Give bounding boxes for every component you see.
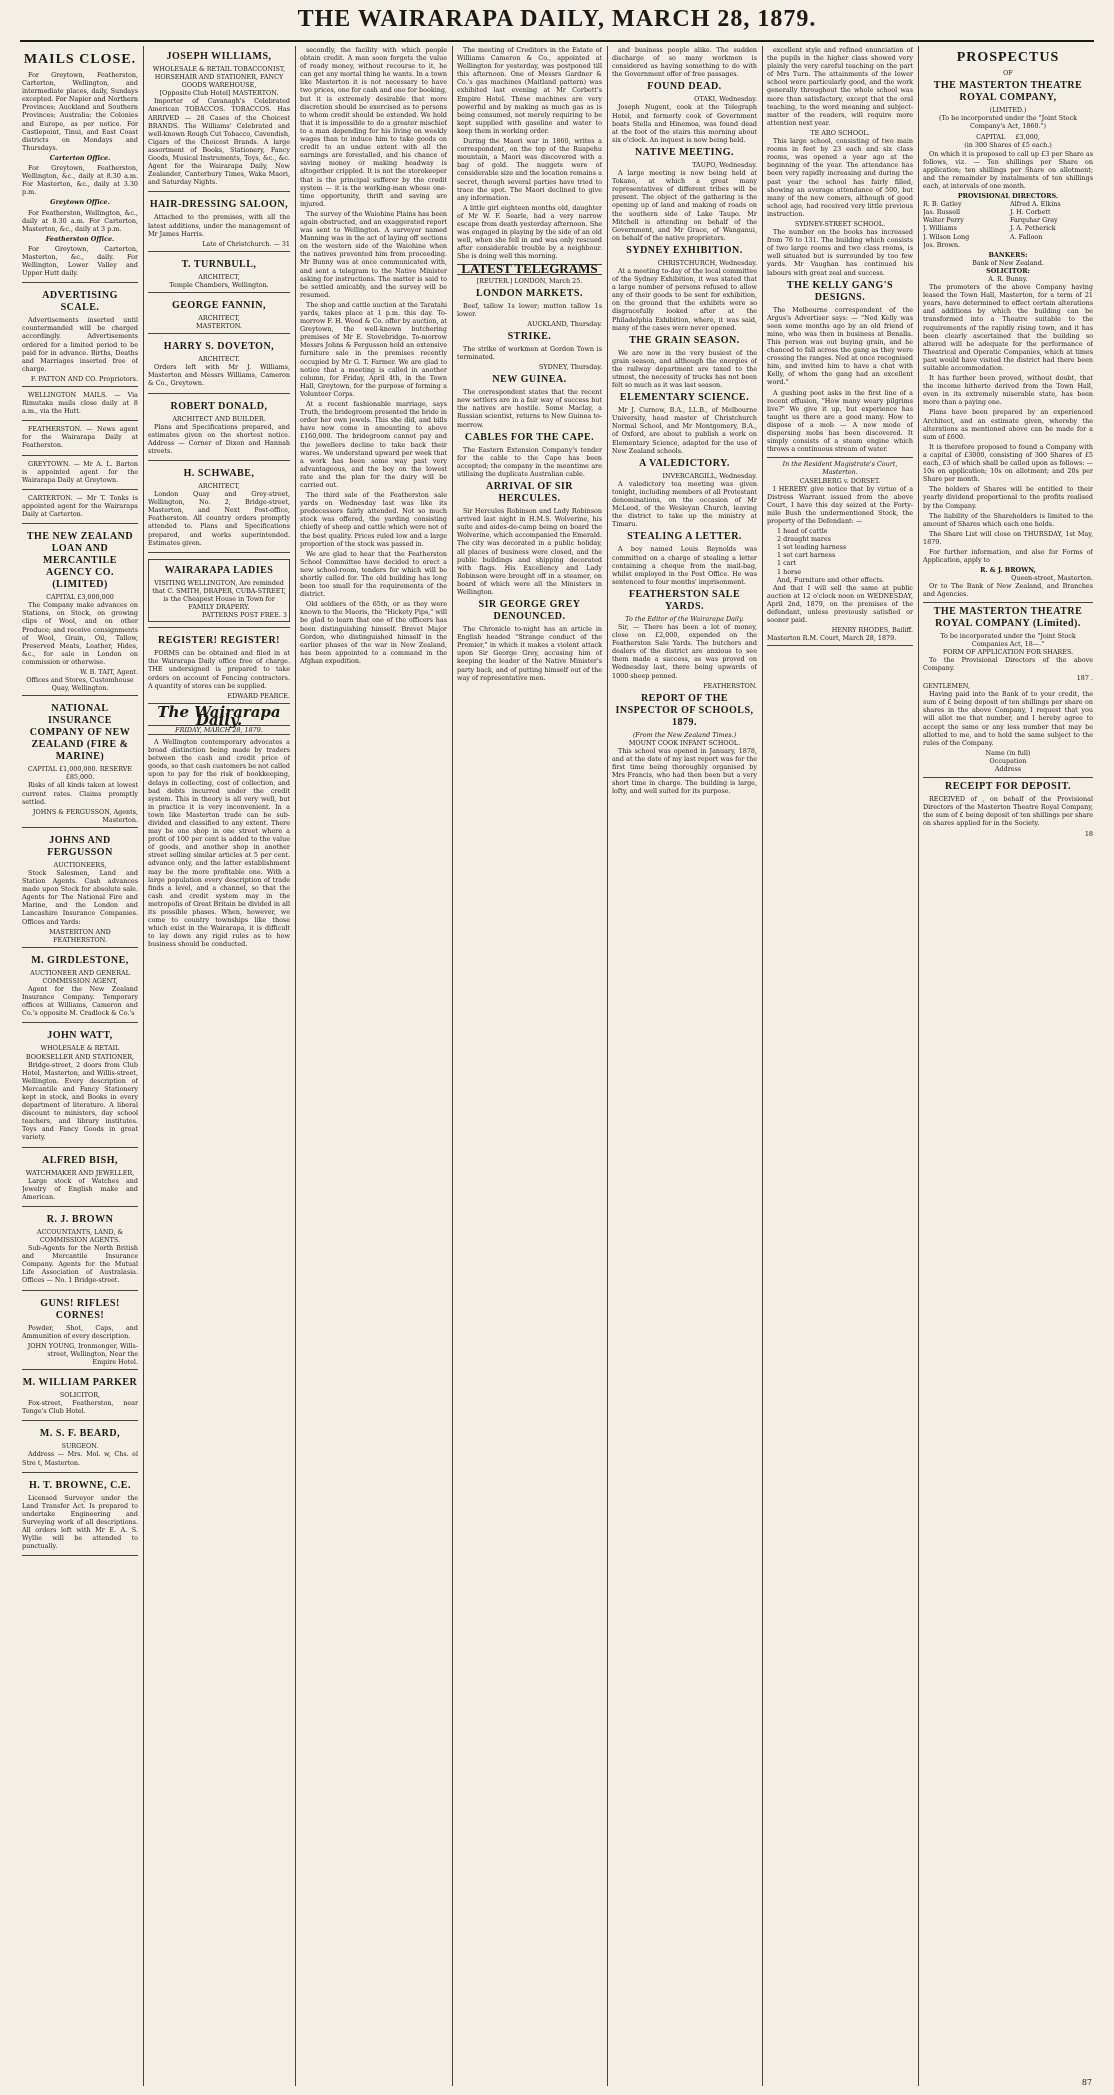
article-text: A little girl eighteen months old, daughter of Mr W. F. Searle, had a very narrow escape from death yesterday afternoon. She was engaged in playing by the side of an old well, when she fell in and was only rescued after considerable trouble by a neighbour. She is doing well this morning. [457,203,602,261]
register-text: FORMS can be obtained and filed in at the Wairarapa Daily office free of charge. THE undersigned is prepared to take orders on account of Fencing contractors. A quantity of stores can be supplied. [148,649,290,690]
column-2 [148,46,290,2086]
column-6 [767,46,913,2086]
incorporated-text: (To be incorporated under the "Joint Stock Company's Act, 1860.") [938,114,1077,131]
form-name-label: Name (in full) [985,748,1031,757]
notice-ad [22,458,138,490]
notice-ad [22,492,138,524]
kelly-heading: THE KELLY GANG'S DESIGNS. [786,279,894,303]
register-heading: REGISTER! REGISTER! [157,635,281,647]
greytown-text: For Featherston, Wellington, &c., daily at 8.30 a.m. For Carterton, Masterton, &c., daily at 3 p.m. [22,208,138,233]
browne-text: Licensed Surveyor under the Land Transfer Act. Is prepared to undertake Engineering and Surveying work of all descriptions. All orders left with Mr E. A. S. Wyllie will be attended to punctually. [22,1493,138,1551]
sydney-exhibition-heading: SYDNEY EXHIBITION. [626,244,743,256]
sir-hercules-text: Sir Hercules Robinson and Lady Robinson arrived last night in H.M.S. Wolverine, his suite and aides-de-camp being on board the Wolverine, which accompanied the Emerald. The city was decorated in a public holiday, all places of business were closed, and the public buildings and shipping decorated with flags. His Excellency and Lady Robinson were brought off in a steamer, on board of which were all the Ministers in Wellington. [457,507,602,596]
brown-ad [22,1209,138,1291]
column-4 [457,46,602,2086]
carterton-heading: Carterton Office. [49,153,111,162]
strike-heading: STRIKE. [507,330,552,342]
grain-heading: THE GRAIN SEASON. [629,334,740,346]
latest-telegrams-heading: LATEST TELEGRAMS [457,264,602,274]
surplus-text: It has further been proved, without doubt, that the income hitherto derived from the Town Hall, even in its extremely miserable state, has been more than a paying one. [923,374,1093,407]
column-7 [923,46,1093,2086]
director-name: A. Falloon [1010,232,1043,241]
hairdressing-ad [148,194,290,251]
williams-heading: JOSEPH WILLIAMS, [166,51,272,62]
article-text: The meeting of Creditors in the Estate of Williams Cameron & Co., appointed at Wellington for yesterday, was postponed till this afternoon. One of Messrs Gardner & Co.'s gas machines (Maitland pattern) was exhibited last evening at Mr Corbett's Empire Hotel. These machines are very powerful and by making as much gas as is being consumed, not merely requiring to be kept supplied with gasoline and water to keep them in working order. [457,46,602,135]
director-name: Jas. Russell [923,208,961,217]
promoters-text: The promoters of the above Company having leased the Town Hall, Masterton, for a term of 21 years, have determined to effect certain alterations and additions by which the building can be transformed into a Theatre suitable to the requirements of the rapidly rising town, and it has been clearly ascertained that the building so altered will be adequate for the performance of Theatrical and Operatic Companies, which at times past would have visited the district had there been suitable accommodation. [923,283,1093,372]
court-text: I HEREBY give notice that by virtue of a Distress Warrant issued from the above Court, I have this day seized at the Forty-mile Bush the undermentioned Stock, the property of the Defendant: — [767,484,913,525]
hairdressing-heading: HAIR-DRESSING SALOON, [149,199,289,211]
editorial-text: A Wellington contemporary advocates a broad distinction being made by traders between the cash and credit price of goods, so that cash customers be not called upon to pay for the risk of bookkeeping, delays in collecting, cost of collection, and bad debts incurred under the credit system. This in theory is all very well, but in practice it is very inconvenient. In a town like Masterton trade can be sub-divided and classified to any extent. There may be one shop in one street where a profit of 100 per cent is added to the value of goods, and another shop in another street selling similar articles at 5 per cent. advance only, and the latter establishment may be the more profitable one. With a large population every description of trade finds a level, and a channel, so that the cash and credit system may in the metropolis of Great Britain be divided in all its possible phases. When, however, we come to country townships like those which exist in the Wairarapa, it is difficult to lay down any rigid rules as to how business should be conducted. [148,738,290,949]
article-text: excellent style and refined enunciation of the pupils in the higher class showed very plainly the very careful teaching on the part of Mrs Turn. The attainments of the lower school were particularly good, and the work generally throughout the whole school was more than satisfactory, except that the oral teaching, to the word meaning and subject-matter of the readers, will require more attention next year. [767,46,913,127]
court-item: 1 head of cattle [777,527,828,536]
article-text: The third sale of the Featherston sale yards on Wednesday last was like its predecessors fairly attended. Not so much stock was offered, the yarding consisting chiefly of sheep and cattle which were not of the best quality. Prices ruled low and a large proportion of the stock was passed in. [300,491,447,548]
stealing-heading: STEALING A LETTER. [627,531,742,543]
column-1 [22,46,138,2086]
turnbull-ad [148,254,290,293]
native-text: A large meeting is now being held at Tokano, at which a great many representatives of different tribes will be present. The object of the gathering is the opening up of land and making of roads on the southern side of Lake Taupo. Mr Mitchell is attending on behalf of the Government, and Mr Grace, of Wanganui, on behalf of the native proprietors. [612,169,757,242]
ladies-sign: PATTERNS POST FREE. 3 [201,611,287,620]
cornes-name: JOHN YOUNG, Ironmonger, Wills-street, Wellington, Near the Empire Hotel. [27,1341,138,1366]
masthead: THE WAIRARAPA DAILY, MARCH 28, 1879. [297,6,817,32]
court-text-2: And that I will sell the same at public auction at 12 o'clock noon on WEDNESDAY, April 2nd, 1879, on the premises of the defendant, unless previously satisfied or sooner paid. [767,583,913,625]
shares-text: (in 300 Shares of £5 each.) [964,141,1052,150]
notice-ad [22,423,138,455]
report-source: (From the New Zealand Times.) [632,730,737,739]
london-markets-heading: LONDON MARKETS. [476,287,583,299]
valedictory-heading: A VALEDICTORY. [639,457,730,469]
hairdressing-sign: Late of Christchurch. — 31 [202,239,290,248]
article-text: We are glad to hear that the Featherston School Committee have decided to erect a new school-room, tenders for which will be shortly called for. The old building has long been too small for the requirements of the district. [300,549,447,599]
capital-label: CAPITAL [976,133,1006,142]
greytown-heading: Greytown Office. [50,198,110,207]
turnbull-text: Temple Chambers, Wellington. [169,280,269,289]
director-name: J. H. Corbett [1010,208,1051,217]
director-name: J. A. Petherick [1010,224,1056,233]
johns-text: Stock Salesmen, Land and Station Agents. Cash advances made upon Stock for absolute sale. Agents for The National Fire and Marine, and the London and Lancashire Insurance Companies. Offices and Yards: [22,869,138,926]
article-text: and business people alike. The sudden discharge of so many workmen is considered as having something to do with the Government offer of free passages. [612,46,757,79]
bankers-text: Bank of New Zealand. [972,258,1044,267]
company-limited: (LIMITED.) [989,106,1027,115]
capital-line [923,133,1093,141]
johns-fergusson-ad [22,830,138,948]
form-occupation-label: Occupation [989,756,1027,765]
prospectus-heading: PROSPECTUS [956,50,1060,65]
directors-heading: PROVISIONAL DIRECTORS. [957,192,1059,201]
paper-date: FRIDAY, MARCH 28, 1879. [148,725,290,735]
featherston-heading: Featherston Office. [45,234,115,243]
notice-text: WELLINGTON MAILS. — Via Rimutaka mails close daily at 8 a.m., via the Hutt. [22,391,138,416]
cornes-heading: GUNS! RIFLES! CORNES! [40,1297,120,1321]
fannin-text: MASTERTON. [196,322,242,331]
beard-heading: M. S. F. BEARD, [39,1428,121,1440]
williams-sub: WHOLESALE & RETAIL TOBACCONIST, HORSEHAIR AND STATIONER, FANCY GOODS WAREHOUSE, [152,65,286,90]
donald-text: Plans and Specifications prepared, and estimates given on the shortest notice. Address — Corner of Dixon and Hannah streets. [148,422,290,455]
receipt-date: 18 [1084,829,1093,838]
featherston-text: For Greytown, Carterton, Masterton, &c., daily. For Wellington, Lower Valley and Upper Hutt daily. [22,244,138,278]
court-items-list [767,527,913,584]
director-name: Farquhar Gray [1010,216,1058,225]
beard-sub: SURGEON. [61,1442,99,1451]
form-sub: FORM OF APPLICATION FOR SHARES. [942,647,1074,656]
nz-loan-ad [22,526,138,696]
bish-ad [22,1150,138,1207]
carterton-text: For Greytown, Featherston, Wellington, &c., daily at 8.30 a.m. For Masterton, &c., daily at 3.30 p.m. [22,164,138,197]
john-watt-ad [22,1025,138,1147]
sale-yards-sign: FEATHERSTON. [703,681,757,690]
advertising-heading: ADVERTISING SCALE. [42,290,118,314]
nz-loan-capital: CAPITAL £3,000,000 [46,593,114,602]
page-number: 87 [1081,2078,1092,2087]
girdlestone-heading: M. GIRDLESTONE, [31,954,129,966]
ladies-ad [148,555,290,628]
court-sign: HENRY RHODES, Bailiff. [831,626,913,635]
national-agents: JOHNS & FERGUSSON, Agents, Masterton. [32,807,138,824]
john-watt-text: Bridge-street, 2 doors from Club Hotel, Masterton, and Willis-street, Wellington. Every description of Mercantile and Fancy Stationery kept in stock, and Books in every department of literature. A liberal discount to ministers, day school teachers, and library institutes. Toys and Fancy Goods in great variety. [22,1060,138,1142]
donald-ad [148,396,290,461]
brown-text: Sub-Agents for the North British and Mercantile Insurance Company. Agents for the Mutual Life Association of Australasia. Offices — No. 1 Bridge-street. [22,1244,138,1285]
brown-heading: R. J. BROWN [46,1213,114,1225]
bish-sub: WATCHMAKER AND JEWELLER, [25,1168,135,1177]
court-item: 1 set leading harness [777,543,847,552]
ladies-heading: WAIRARAPA LADIES [164,564,274,576]
reuter-dateline: [REUTER.] LONDON, March 25. [476,276,583,285]
johns-sub: AUCTIONEERS, [53,860,107,869]
advertising-scale [22,285,138,387]
forms-text: For further information, and also for Forms of Application, apply to [923,547,1093,565]
company-heading: THE MASTERTON THEATRE ROYAL COMPANY, [933,80,1083,104]
receipt-form [923,777,1093,837]
johns-heading: JOHNS AND FERGUSSON [47,834,113,858]
auckland-dateline: AUCKLAND, Thursday. [527,319,602,328]
cables-heading: CABLES FOR THE CAPE. [464,431,595,443]
hairdressing-text: Attached to the premises, with all the latest additions, under the management of Mr James Harris. [148,213,290,238]
form-date: 187 . [1076,674,1093,682]
bish-text: Large stock of Watches and Jewelry of English make and American. [22,1176,138,1201]
fannin-sub: ARCHITECT, [198,313,240,322]
fannin-ad [148,295,290,334]
notice-text: GREYTOWN. — Mr A. L. Barton is appointed agent for the Wairarapa Daily at Greytown. [22,459,138,484]
elementary-heading: ELEMENTARY SCIENCE. [619,392,750,404]
parker-ad [22,1372,138,1421]
te-aro-heading: TE ARO SCHOOL. [810,128,870,137]
turnbull-heading: T. TURNBULL, [181,258,257,270]
form-incorporated: To be incorporated under the "Joint Stock Companies Act, 18—." [940,631,1076,648]
holders-text: The holders of Shares will be entitled to their yearly dividend proportional to the profits realised by the Company. [923,485,1093,510]
director-name: Alfred A. Elkins [1010,200,1061,209]
sydney-exhibition-place: CHRISTCHURCH, Wednesday. [657,258,757,267]
column-rule [607,46,608,2086]
article-text: At a recent fashionable marriage, says Truth, the bridegroom presented the bride in order her own jewels. This she did, and bills have now come in amounting to above £160,000. The bridegroom cannot pay and the jewellers decline to take back their wares. We understand upward per week that a work has been some way past very advantageous, and the boy on the lowest rate and the plan for the dairy will be carried out. [300,400,447,489]
cornes-ad [22,1293,138,1370]
plans-text: Plans have been prepared by an experienced Architect, and an estimate given, whereby the alterations as mentioned above can be made for a sum of £600. [923,408,1093,441]
sydney-exhibition-text: At a meeting to-day of the local committee of the Sydney Exhibition, it was stated that a large number of persons refused to allow any of their goods to be sent for exhibition, on the ground that the exhibits were so disgracefully looked after at the Philadelphia Exhibition, where, it was said, many of the cases were never opened. [612,266,757,332]
williams-ad [148,46,290,192]
strike-text: The strike of workmen at Gordon Town is terminated. [457,344,602,361]
parker-heading: M. WILLIAM PARKER [22,1377,138,1389]
director-name: R. B. Gatley [923,200,962,209]
directors-list [923,200,1093,249]
form-heading: THE MASTERTON THEATRE ROYAL COMPANY (Limited). [933,605,1083,629]
national-heading: NATIONAL INSURANCE COMPANY OF NEW ZEALAND (FIRE & MARINE) [29,703,131,763]
solicitor-text: A. R. Bunny. [988,274,1028,283]
turnbull-sub: ARCHITECT, [198,272,240,281]
mails-notice [22,46,138,283]
schwabe-text: London Quay and Grey-street, Wellington, No. 2, Bridge-street, Masterton, and Next Post-office, Featherston. All country orders promptly attended to. Plans and Specifications prepared, and works superintended. Estimates given. [148,490,290,547]
receipt-heading: RECEIPT FOR DEPOSIT. [944,781,1072,793]
form-address-label: Address [994,765,1022,774]
doveton-text: Orders left with Mr J. Williams, Masterton and Messrs Williams, Cameron & Co., Greytown. [148,363,290,388]
court-date: Masterton R.M. Court, March 28, 1879. [767,634,897,643]
browne-heading: H. T. BROWNE, C.E. [29,1479,131,1491]
director-name: Jos. Brown. [923,240,960,249]
register-ad [148,630,290,704]
agents-street: Queen-street, Masterton. [1011,574,1093,583]
sydney-street-text: The number on the books has increased from 76 to 131. The building which consists of two large rooms and two class rooms, is well situated but is surrounded by too few yards. Mr Vaughan has continued his labours with great zeal and success. [767,228,913,277]
nz-loan-text: The Company make advances on Stations, on Stock, on growing clips of Wool, and on other Produce; and receive consignments of Wool, Grain, Oil, Tallow, Preserved Meats, Leather, Hides, &c., for sale in London on commission or otherwise. [22,601,138,666]
donald-sub: ARCHITECT AND BUILDER. [172,414,266,423]
advertising-contact: F. PATTON AND CO. Proprietors. [30,374,138,383]
column-rule [143,46,144,2086]
grey-heading: SIR GEORGE GREY DENOUNCED. [478,599,581,623]
bankers-heading: BANKERS: [988,250,1028,259]
grey-text: The Chronicle to-night has an article in English headed "Strange conduct of the Premier," in which it makes a violent attack upon Sir George Grey, accusing him of keeping the leader of the Native Minister's party back, and of putting himself out of the way of representative men. [457,625,602,682]
sale-yards-text: Sir, — There has been a lot of money, close on £2,000, expended on the Featherston Sale Yards. The butchers and dealers of the district are anxious to see them made a success, as was proved on Wednesday last, there being upwards of 1000 sheep penned. [612,622,757,680]
girdlestone-text: Agent for the New Zealand Insurance Company. Temporary offices at Williams, Cameron and Co.'s opposite M. Cradlock & Co.'s [22,985,138,1018]
valedictory-place: INVERCARGILL, Wednesday. [662,471,757,480]
doveton-ad [148,336,290,393]
article-text: During the Maori war in 1860, writes a correspondent, on the top of the Ruapehu mountain, a Maori was discovered with a bag of gold. The nuggets were of considerable size and the location remains a secret, though several parties have tried to trace the spot. The Maori declined to give any information. [457,137,602,202]
mails-heading: MAILS CLOSE. [23,52,137,67]
ladies-box [148,559,290,622]
form-text: Having paid into the Bank of to your credit, the sum of £ being deposit of ten shillings per share on shares in the above Company, I request that you will allot me that number, and I hereby agree to accept the same or any less number that may be allotted to me, and to hold the same subject to the rules of the Company. [923,690,1093,747]
brown-sub: ACCOUNTANTS, LAND, & COMMISSION AGENTS. [36,1227,124,1244]
director-name: J. Williams [923,224,957,233]
browne-ad [22,1475,138,1557]
article-text: The shop and cattle auction at the Taratahi yards, takes place at 1 p.m. this day. To-morrow F. H. Wood & Co. offer by auction, at Greytown, the well-known butchering premises of Mr E. Stovebridge. To-morrow Messrs Johns & Fergusson hold an extensive furniture sale in the premises recently occupied by Mr G. T. Farmer. We are glad to notice that a meeting is called in another column, for Friday, April 4th, in the Town Hall, Greytown, for the purpose of forming a Volunteer Corps. [300,300,447,398]
kelly-text-2: A gushing poet asks in the first line of a recent effusion, "How many weary pilgrims live?" We give it up, but experience has taught us there are a good many. How to dispose of a mob — A new mode of dispersing mobs has been discovered. It simply consists of a steam engine which throws a continuous stream of water. [767,388,913,454]
new-guinea-text: The correspondent states that the recent new settlers are in a fair way of success but the natives are hostile. Some Maclay, a Russian scientist, returns to New Guinea to-morrow. [457,388,602,429]
column-rule [452,46,453,2086]
payment-text: On which it is proposed to call up £3 per Share as follows, viz. — Ten shillings per Share on application; ten shillings per Share on allotment; and the remainder by instalments of ten shillings each, at intervals of one month. [923,149,1093,190]
court-item: 2 draught mares [777,535,831,544]
paper-title: The Wairarapa Daily. [157,702,281,729]
column-rule [762,46,763,2086]
article-text: The survey of the Waiohine Plains has been again obstructed, and an exaggerated report was sent to Wellington. A surveyor named Manning was in the act of laying off sections on the western side of the Waiohine when the natives prevented him from proceeding. Mr Bunny was at once communicated with, and sent a telegram to the Native Minister asking for instructions. The matter is said to be settled amicably, and the survey will be resumed. [300,209,447,299]
schwabe-heading: H. SCHWABE, [183,468,255,479]
nz-loan-offices: Offices and Stores, Customhouse Quay, Wellington. [26,676,134,693]
court-case: CASELBERG v. DORSET. [799,476,881,485]
johns-location: MASTERTON AND FEATHERSTON. [49,927,111,944]
court-item: And, Furniture and other effects. [777,575,885,584]
found-dead-text: Joseph Nugent, cook at the Telegraph Hotel, and formerly cook of Government boats Stella and Hinemoa, was found dead at the foot of the stairs this morning about six o'clock. An inquest is now being held. [612,103,757,144]
article-text: Old soldiers of the 65th, or as they were known to the Maoris, the "Hickety Pips," will be glad to learn that one of the officers has been distinguishing himself. Brevet Major Gordon, who distinguished himself in the earlier phases of the war in New Zealand, has been appointed to a command in the Afghan expedition. [300,600,447,665]
bish-heading: ALFRED BISH, [41,1154,118,1166]
form-gentlemen: GENTLEMEN, [923,682,970,691]
sale-yards-to: To the Editor of the Wairarapa Daily. [625,614,744,623]
williams-location: [Opposite Club Hotel] MASTERTON. [159,89,279,98]
kelly-text: The Melbourne correspondent of the Argus's Advertiser says: — "Ned Kelly was seen some months ago by an old friend of mine, who was then in business at Benalla. This person was out buying grain, and he chanced to fall across the gang as they were crossing the ranges. Ned at once recognised him, and invited him to have a chat with Kelly, of whom the gang had an excellent word." [767,305,913,387]
found-dead-place: OTAKI, Wednesday. [694,95,757,104]
capital-value: £3,000, [1015,133,1040,142]
sale-yards-heading: FEATHERSTON SALE YARDS. [628,588,741,612]
masthead-rule [20,40,1094,42]
notice-text: FEATHERSTON. — News agent for the Wairarapa Daily at Featherston. [22,425,138,450]
close-text: The Share List will close on THURSDAY, 1st May, 1879. [923,529,1093,546]
report-text: This school was opened in January, 1878, and at the date of my last report was for the first time being thoroughly organised by Mrs Francis, who had then been but a very short time in charge. The building is large, lofty, and well suited for its purpose. [612,746,757,796]
national-capital: CAPITAL £1,000,000. RESERVE £85,000. [27,765,133,782]
elementary-text: Mr J. Curnow, B.A., LL.B., of Melbourne University, head master of Christchurch Normal School, and Mr Montgomery, B.A., of Oxford, are about to publish a work on Elementary Science, adapted for the use of New Zealand schools. [612,406,757,455]
national-insurance-ad [22,698,138,828]
sydney-street-heading: SYDNEY-STREET SCHOOL. [794,219,886,228]
parker-text: Fox-street, Featherston, near Tonge's Club Hotel. [22,1399,138,1416]
girdlestone-sub: AUCTIONEER AND GENERAL COMMISSION AGENT, [30,968,130,985]
column-5 [612,46,757,2086]
sir-hercules-heading: ARRIVAL OF SIR HERCULES. [485,481,574,505]
nz-loan-heading: THE NEW ZEALAND LOAN AND MERCANTILE AGENCY CO. (LIMITED) [26,531,134,591]
doveton-sub: ARCHITECT. [198,355,240,364]
john-watt-heading: JOHN WATT, [47,1030,113,1042]
capital-text: It is therefore proposed to found a Company with a capital of £3000, consisting of 300 Shares of £5 each, £3 of which shall be called upon as follows: — 10s on application; 10s on allotment; and 20s per Share per month. [923,442,1093,484]
john-watt-sub: WHOLESALE & RETAIL BOOKSELLER AND STATIONER, [25,1044,135,1061]
advertising-text: Advertisements inserted until countermanded will be charged accordingly. Advertisements ordered for a limited period to be paid for in advance. Births, Deaths and Marriages inserted free of charge. [22,316,138,373]
native-place: TAUPO, Wednesday. [692,160,757,169]
notice-text: CARTERTON. — Mr T. Tonks is appointed agent for the Wairarapa Daily at Carterton. [22,493,138,519]
sydney-dateline: SYDNEY, Thursday. [539,363,602,372]
liability-text: The liability of the Shareholders is limited to the amount of Shares which each one holds. [923,511,1093,528]
court-item: 1 set cart harness [777,551,836,560]
column-rule [918,46,919,2086]
application-form [923,602,1093,774]
london-markets-text: Beef, tallow 1s lower; mutton tallow 1s lower. [457,301,602,318]
register-sign: EDWARD PEARCE. [227,691,290,700]
girdlestone-ad [22,950,138,1024]
cables-text: The Eastern Extension Company's tender for the cable to the Cape has been accepted; the company in the meantime are utilising the duplicate Australian cable. [457,445,602,478]
grain-text: We are now in the very busiest of the grain season, and although the energies of the railway department are taxed to the utmost, the necessity of trucks has not been felt so much as it was last season. [612,348,757,390]
williams-text: Importer of Cavanagh's Celebrated American TOBACCOS. TOBACCOS. Has ARRIVED — 28 Cases of the Choicest BRANDS. The Williams' Celebrated and well-known Rough Cut Tobacco, Cavendish, Cigars of the Choicest Brands. A large assortment of Books, Stationery, Fancy Goods, Musical Instruments, Toys, &c., &c. Agent for the Wairarapa Daily, New Zealander, Canterbury Times, Waka Maori, and Saturday Nights. [148,97,290,187]
new-guinea-heading: NEW GUINEA. [492,374,567,386]
doveton-heading: HARRY S. DOVETON, [163,341,275,353]
receipt-text: RECEIVED of , on behalf of the Provisional Directors of the Masterton Theatre Royal Company, the sum of £ being deposit of ten shillings per share on shares applied for in the Society. [923,795,1093,828]
court-item: 1 cart [777,559,797,568]
schwabe-ad [148,463,290,553]
column-rule [295,46,296,2086]
column-3 [300,46,447,2086]
notice-ad [22,389,138,421]
mails-text: For Greytown, Featherston, Carterton, Wellington, and intermediate places, daily, Sundays excepted. For Napier and Northern Provinces; Auckland and Southern Provinces; Australia; the Colonies and Europe, as per notice. For Castlepoint, Tinui, and East Coast districts on Mondays and Thursdays. [22,71,138,152]
cornes-text: Powder, Shot, Caps, and Ammunition of every description. [22,1323,138,1340]
agents-name: R. & J. BROWN, [980,566,1036,575]
native-heading: NATIVE MEETING. [635,146,734,158]
nz-loan-agent: W. B. TAIT, Agent. [80,667,138,676]
donald-heading: ROBERT DONALD, [170,400,268,412]
court-item: 1 horse [777,567,802,576]
beard-text: Address — Mrs. Mol. w, Chs. el Stre t, Masterton. [22,1450,138,1467]
solicitor-heading: SOLICITOR: [986,266,1030,275]
prospectus-of: OF [1003,69,1013,77]
ladies-text: VISITING WELLINGTON, Are reminded that C. SMITH, DRAPER, CUBA-STREET, is the Cheapest House in Town for FAMILY DRAPERY. [152,578,286,612]
court-heading: In the Resident Magistrate's Court, Masterton. [782,460,898,477]
agents-or: Or to The Bank of New Zealand, and Branches and Agencies. [923,582,1093,599]
schwabe-sub: ARCHITECT, [198,482,240,490]
director-name: J. Wilson Long [923,232,970,241]
article-text: secondly, the facility with which people obtain credit. A man soon forgets the value of ready money, without recourse to it, he can get any mortal thing he wants. In a town like Masterton it is not necessary to have two prices, one for cash and one for booking, but it is extremely desirable that more discretion should be exercised as to persons to whom credit should be extended. We hold that it is impossible to do a greater mischief to a man depending for his living on weekly wages than to induce him to take goods on credit to an undue extent with all the earnings are forestalled, and his chance of saving money or making headway is altogether crippled. It is not the storekeeper that is the principal sufferer by the credit system — it is the working-man whose one-time opportunity, thrift and saving are injured. [300,46,447,208]
parker-sub: SOLICITOR, [59,1391,101,1400]
director-name: Walter Perry [923,216,964,225]
court-notice [767,457,913,646]
fannin-heading: GEORGE FANNIN, [171,299,267,311]
valedictory-text: A valedictory tea meeting was given tonight, including members of all Protestant denominations, on the occasion of Mr McLeod, of the Wesleyan Church, leaving the district to take up the ministry at Timaru. [612,479,757,529]
found-dead-heading: FOUND DEAD. [647,81,722,93]
form-to: To the Provisional Directors of the above Company. [923,655,1093,672]
stealing-text: A boy named Louis Reynolds was committed on a charge of stealing a letter containing a cheque from the mail-bag, whilst employed in the Post Office. He was sentenced to four months' imprisonment. [612,545,757,586]
report-heading: REPORT OF THE INSPECTOR OF SCHOOLS, 1879. [615,692,754,728]
te-aro-text: This large school, consisting of two main rooms in feet by 23 each and six class rooms, was opened a year ago at the beginning of the year. The attendance has been very rapidly increasing and during the past year the school has fairly filled, showing an average attendance of 500, but many of the new comers, although of good school age, had received very little previous instruction. [767,137,913,218]
report-sub: MOUNT COOK INFANT SCHOOL. [628,738,741,747]
beard-ad [22,1423,138,1472]
national-text: Risks of all kinds taken at lowest current rates. Claims promptly settled. [22,781,138,806]
